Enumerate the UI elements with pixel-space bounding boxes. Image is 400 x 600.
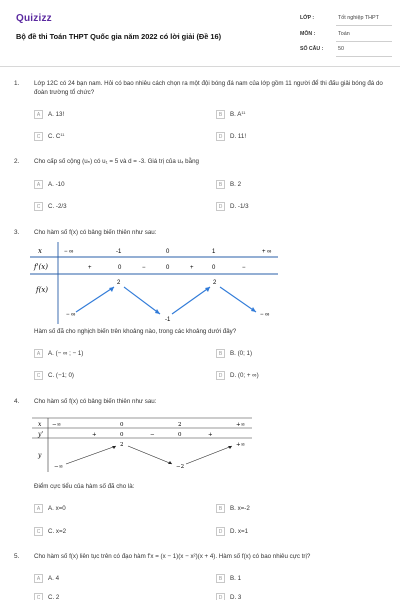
option-c[interactable]: C C. x=2	[34, 527, 66, 536]
question-text: Cho hàm số f(x) có bảng biến thiên như sau:	[34, 398, 157, 405]
page-title: Bộ đề thi Toán THPT Quốc gia năm 2022 có lời giải (Đề 16)	[16, 32, 222, 41]
sign: +	[92, 432, 97, 438]
f-header: f(x)	[36, 286, 49, 294]
option-c[interactable]: C C. (−1; 0)	[34, 371, 74, 380]
value-label: 2	[120, 442, 124, 448]
value-label: -1	[165, 317, 171, 323]
sign: +	[208, 432, 213, 438]
sign: −	[150, 432, 155, 438]
sign: 0	[212, 265, 216, 271]
y-header: y	[38, 452, 42, 459]
quizizz-logo: Quizizz	[16, 13, 52, 24]
tick-label: -1	[116, 249, 122, 255]
tick-label: − ∞	[64, 249, 74, 255]
variation-table-2	[32, 414, 254, 474]
document-page: Quizizz Bộ đề thi Toán THPT Quốc gia năm 2022 có lời giải (Đề 16) LỚP : Tốt nghiệp THPT MÔN : Toán SỐ CÂU : 50 1. Lớp 12C có 24 bạn nam. Hỏi có bao nhiêu cách chọn ra một đội bóng đá nam của lớp gồm 11 người để thi đấu giải bóng đá do đoàn trường tổ chức? A A. 13! B B. A 11 C C. C 11 D D. 11! 2. Cho cấp số cộng (uₙ) có u₁ = 5 và d = -3. Giá trị của u₄ bằng A A. -10 B B. 2 C C. -2/3 D D. -1/3 3. Cho hàm số f(x) có bảng biến thiên như sau: x − ∞ -1 0 1 + ∞ f'(x) + 0 − 0 + 0 − f(x) − ∞ 2 -1 2 − ∞ Hàm số đã cho nghịch biến trên khoảng nào, trong các khoảng dưới đây? A A. (− ∞ ; − 1) B B. (0; 1) C C. (−1; 0) D D. (0; + ∞) 4. Cho hàm số f(x) có bảng biến thiên như sau: x −∞ 0 2 +∞ y' + 0 − 0 + y −∞ 2 −2 +∞ Điểm cực tiểu của hàm số đã cho là: A A. x=0 B B. x=-2 C C. x=2 D D. x=1 5. Cho hàm số f(x) liên tục trên có đạo hàm f'x = (x − 1)(x − x²)(x + 4). Hàm số f(x) có bao nhiêu cực trị? A A. 4 B B. 1 C C. 2 D D. 3	[0, 0, 400, 600]
question-number: 5.	[14, 553, 20, 560]
sign: −	[242, 265, 246, 271]
fprime-header: f'(x)	[34, 263, 48, 271]
tick-label: 2	[178, 422, 182, 428]
value-label: −∞	[54, 464, 64, 470]
option-c[interactable]: C C. -2/3	[34, 202, 67, 211]
option-a[interactable]: A A. 13!	[34, 110, 64, 119]
tick-label: 1	[212, 249, 216, 255]
option-a[interactable]: A A. (− ∞ ; − 1)	[34, 349, 83, 358]
sign: 0	[166, 265, 170, 271]
question-subtext: Hàm số đã cho nghịch biến trên khoảng nào, trong các khoảng dưới đây?	[34, 328, 237, 335]
sign: 0	[118, 265, 122, 271]
option-b[interactable]: B B. 2	[216, 180, 241, 189]
question-text: Lớp 12C có 24 bạn nam. Hỏi có bao nhiêu cách chọn ra một đội bóng đá nam của lớp gồm 11 người để thi đấu giải bóng đá do đoàn trường tổ chức?	[34, 80, 383, 96]
option-b[interactable]: B B. A 11	[216, 110, 246, 119]
variation-table-1	[30, 242, 282, 324]
yprime-header: y'	[38, 431, 44, 438]
option-d[interactable]: D D. 11!	[216, 132, 246, 141]
question-number: 4.	[14, 398, 20, 405]
sign: −	[142, 265, 146, 271]
option-b[interactable]: B B. x=-2	[216, 504, 250, 513]
option-d[interactable]: D D. 3	[216, 593, 241, 600]
x-header: x	[38, 247, 42, 255]
question-number: 3.	[14, 229, 20, 236]
question-number: 1.	[14, 80, 20, 87]
option-c[interactable]: C C. 2	[34, 593, 59, 600]
option-d[interactable]: D D. -1/3	[216, 202, 249, 211]
question-text: Cho cấp số cộng (uₙ) có u₁ = 5 và d = -3. Giá trị của u₄ bằng	[34, 158, 199, 165]
tick-label: 0	[166, 249, 170, 255]
value-label: − ∞	[66, 312, 76, 318]
tick-label: +∞	[236, 422, 246, 428]
sign: +	[88, 265, 92, 271]
question-text: Cho hàm số f(x) có bảng biến thiên như sau:	[34, 229, 157, 236]
value-label: +∞	[236, 442, 246, 448]
question-number: 2.	[14, 158, 20, 165]
sign: +	[190, 265, 194, 271]
option-d[interactable]: D D. (0; + ∞)	[216, 371, 259, 380]
x-header: x	[38, 421, 42, 428]
sign: 0	[178, 432, 182, 438]
header-divider	[0, 66, 400, 67]
value-label: 2	[117, 280, 121, 286]
option-b[interactable]: B B. 1	[216, 574, 241, 583]
tick-label: + ∞	[262, 249, 272, 255]
option-a[interactable]: A A. 4	[34, 574, 59, 583]
tick-label: −∞	[52, 422, 62, 428]
question-text: Cho hàm số f(x) liên tục trên có đạo hàm f'x = (x − 1)(x − x²)(x + 4). Hàm số f(x) có bao nhiêu cực trị?	[34, 553, 311, 560]
value-label: 2	[213, 280, 217, 286]
value-label: −2	[176, 464, 185, 470]
value-label: − ∞	[260, 312, 270, 318]
option-b[interactable]: B B. (0; 1)	[216, 349, 252, 358]
option-a[interactable]: A A. x=0	[34, 504, 66, 513]
question-subtext: Điểm cực tiểu của hàm số đã cho là:	[34, 483, 135, 490]
option-a[interactable]: A A. -10	[34, 180, 65, 189]
tick-label: 0	[120, 422, 124, 428]
option-d[interactable]: D D. x=1	[216, 527, 248, 536]
sign: 0	[120, 432, 124, 438]
option-c[interactable]: C C. C 11	[34, 132, 65, 141]
